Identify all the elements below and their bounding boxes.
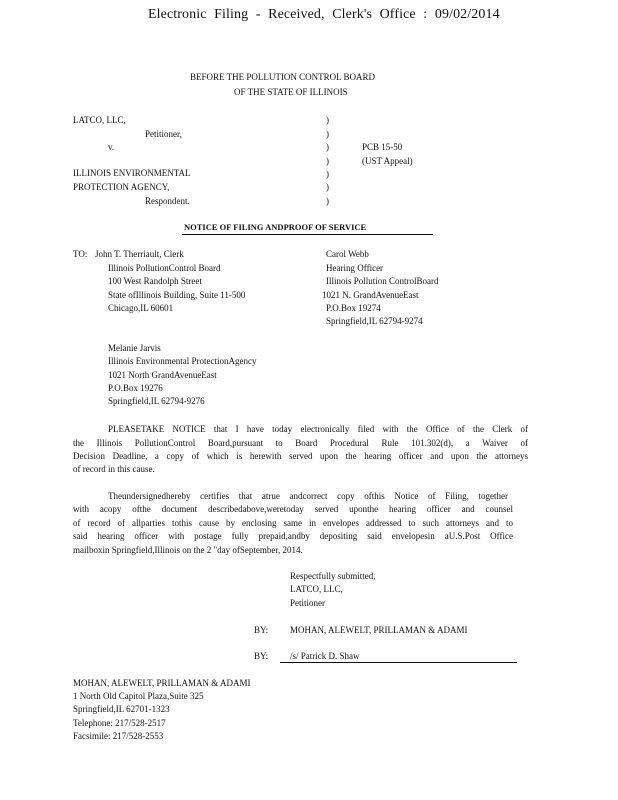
footer-city: Springfield,IL 62701-1323 [73, 704, 170, 714]
caption-bracket: ) [326, 156, 329, 166]
service-paragraph-line: mailboxin Springfield,Illinois on the 2 "day ofSeptember, 2014. [73, 545, 303, 555]
signature-role: Petitioner [290, 598, 325, 608]
notice-paragraph-line: of record in this cause. [73, 464, 155, 474]
board-title-line2: OF THE STATE OF ILLINOIS [234, 87, 348, 97]
caption-bracket: ) [326, 196, 329, 206]
clerk-line-3: 100 West Randolph Street [108, 276, 202, 286]
electronic-signature: /s/ Patrick D. Shaw [290, 651, 360, 661]
agency-line-1: Melanie Jarvis [108, 343, 161, 353]
signature-line [280, 662, 517, 663]
agency-line-5: Springfield,IL 62794-9276 [108, 396, 205, 406]
hearing-officer-line-3: Illinois Pollution ControlBoard [326, 276, 439, 286]
board-title-line1: BEFORE THE POLLUTION CONTROL BOARD [190, 72, 376, 82]
caption-bracket: ) [326, 115, 329, 125]
notice-paragraph-line: PLEASETAKE NOTICE that I have today electronically filed with the Office of the Clerk of [108, 424, 528, 434]
clerk-line-5: Chicago,IL 60601 [108, 303, 174, 313]
respondent-line2: PROTECTION AGENCY, [73, 182, 170, 192]
service-paragraph-line: said hearing officer with postage fully prepaid,andby depositing said envelopesin aU.S.Post Office [73, 531, 513, 541]
agency-line-3: 1021 North GrandAvenueEast [108, 370, 217, 380]
hearing-officer-line-1: Carol Webb [326, 249, 369, 259]
electronic-filing-header: Electronic Filing - Received, Clerk's Office : 09/02/2014 [148, 7, 500, 22]
signature-firm-full: MOHAN, ALEWELT, PRILLAMAN & ADAMI [290, 625, 468, 635]
signature-firm-short: LATCO, LLC, [290, 584, 343, 594]
hearing-officer-line-5: P.O.Box 19274 [326, 303, 381, 313]
hearing-officer-line-6: Springfield,IL 62794-9274 [326, 316, 423, 326]
clerk-line-4: State ofIllinois Building, Suite 11-500 [108, 290, 246, 300]
respondent-role: Respondent. [145, 196, 190, 206]
hearing-officer-line-2: Hearing Officer [326, 263, 384, 273]
by-label: BY: [254, 625, 269, 635]
service-paragraph-line: of record of allparties tothis cause by enclosing same in envelopes addressed to such attorneys and to [73, 518, 513, 528]
footer-address: 1 North Old Capitol Plaza,Suite 325 [73, 691, 204, 701]
footer-facsimile: Facsimile: 217/528-2553 [73, 731, 164, 741]
clerk-line-2: Illinois PollutionControl Board [108, 263, 221, 273]
case-number: PCB 15-50 [362, 142, 403, 152]
service-paragraph-line: Theundersignedhereby certifies that atrue andcorrect copy ofthis Notice of Filing, together [108, 491, 508, 501]
respectfully-submitted: Respectfully submitted, [290, 571, 376, 581]
agency-line-2: Illinois Environmental ProtectionAgency [108, 356, 257, 366]
notice-paragraph-line: Decision Deadline, a copy of which is herewith served upon the hearing officer and upon the attorneys [73, 451, 528, 461]
caption-bracket: ) [326, 182, 329, 192]
service-paragraph-line: with acopy ofthe document describedabove,weretoday served uponthe hearing officer and counsel [73, 504, 513, 514]
case-type: (UST Appeal) [362, 156, 413, 166]
petitioner-name: LATCO, LLC, [73, 115, 126, 125]
footer-firm: MOHAN, ALEWELT, PRILLAMAN & ADAMI [73, 678, 251, 688]
to-label: TO: [73, 249, 88, 259]
agency-line-4: P.O.Box 19276 [108, 383, 163, 393]
caption-bracket: ) [326, 142, 329, 152]
notice-paragraph-line: the Illinois PollutionControl Board,pursuant to Board Procedural Rule 101.302(d), a Waiver of [73, 438, 528, 448]
footer-telephone: Telephone: 217/528-2517 [73, 718, 166, 728]
versus: v. [108, 142, 115, 152]
caption-bracket: ) [326, 129, 329, 139]
respondent-line1: ILLINOIS ENVIRONMENTAL [73, 168, 191, 178]
hearing-officer-line-4: 1021 N. GrandAvenueEast [322, 290, 419, 300]
notice-title: NOTICE OF FILING ANDPROOF OF SERVICE [184, 222, 367, 232]
clerk-line-1: John T. Therriault, Clerk [95, 249, 184, 259]
by-label: BY: [254, 651, 269, 661]
caption-bracket: ) [326, 169, 329, 179]
notice-title-underline [182, 234, 433, 235]
petitioner-role: Petitioner, [145, 129, 182, 139]
